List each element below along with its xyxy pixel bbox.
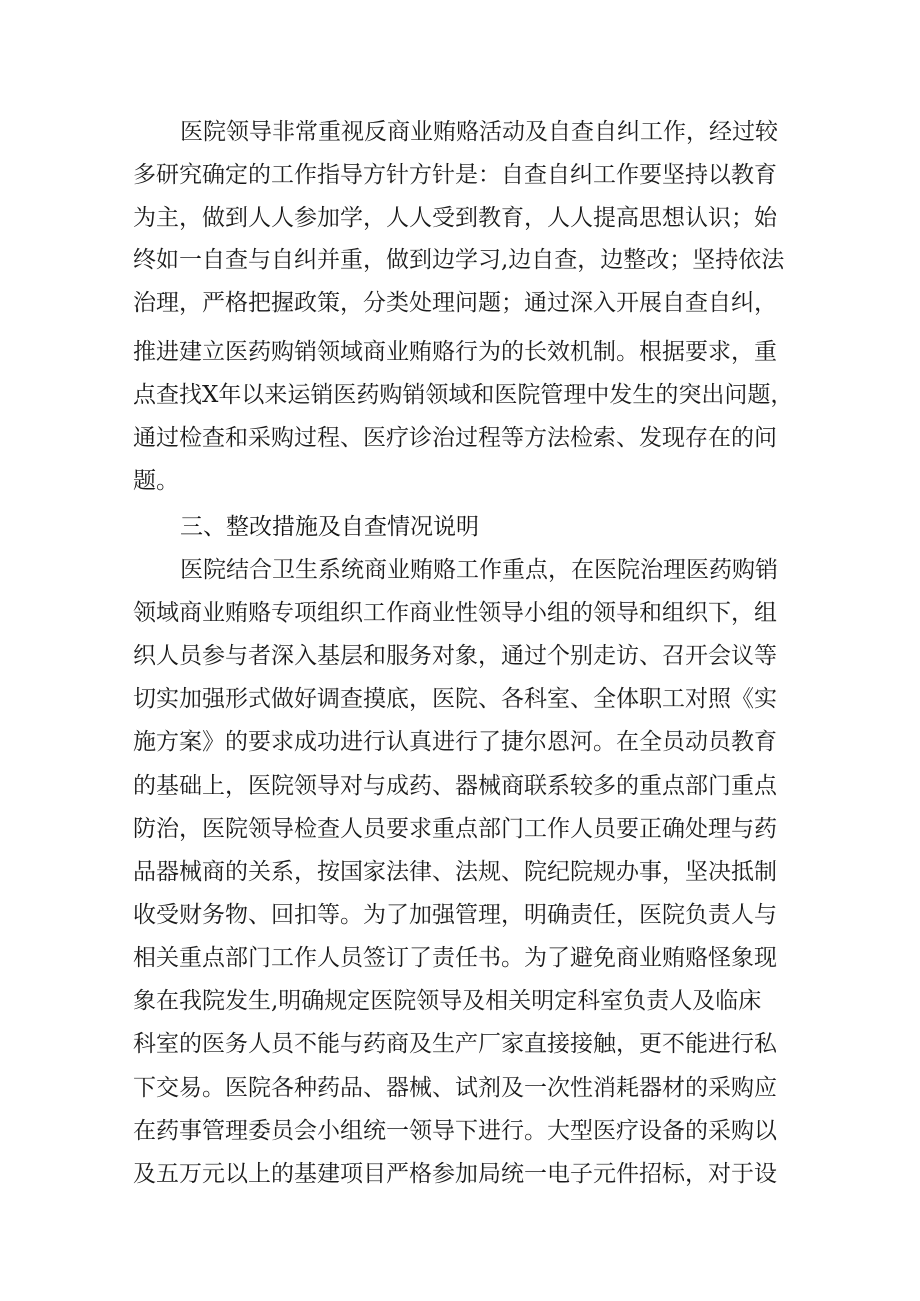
- paragraph-line: 织人员参与者深入基层和服务对象，通过个别走访、召开会议等: [133, 643, 777, 669]
- paragraph-line: 相关重点部门工作人员签订了责任书。为了避免商业贿赂怪象现: [133, 945, 777, 971]
- paragraph-line: 收受财务物、回扣等。为了加强管理，明确责任，医院负责人与: [133, 902, 777, 928]
- paragraph-line: 点查找X年以来运销医药购销领域和医院管理中发生的突出问题，: [133, 382, 794, 408]
- paragraph-line: 终如一自查与自纠并重，做到边学习,边自查，边整改；坚持依法: [133, 247, 785, 273]
- paragraph-line: 切实加强形式做好调查摸底，医院、各科室、全体职工对照《实: [133, 686, 777, 712]
- paragraph-line: 为主，做到人人参加学，人人受到教育，人人提高思想认识；始: [133, 205, 777, 231]
- paragraph-line: 推进建立医药购销领域商业贿赂行为的长效机制。根据要求，重: [133, 339, 777, 365]
- paragraph-line: 施方案》的要求成功进行认真进行了捷尔恩河。在全员动员教育: [133, 729, 777, 755]
- paragraph-line: 防治，医院领导检查人员要求重点部门工作人员要正确处理与药: [133, 816, 777, 842]
- paragraph-line: 治理，严格把握政策，分类处理问题；通过深入开展自查自纠，: [133, 290, 777, 316]
- paragraph-line: 领域商业贿赂专项组织工作商业性领导小组的领导和组织下，组: [133, 600, 777, 626]
- paragraph-line: 及五万元以上的基建项目严格参加局统一电子元件招标，对于设: [133, 1161, 777, 1187]
- paragraph-line: 下交易。医院各种药品、器械、试剂及一次性消耗器材的采购应: [133, 1075, 777, 1101]
- paragraph-line: 医院领导非常重视反商业贿赂活动及自查自纠工作，经过较: [180, 119, 778, 145]
- paragraph-line: 在药事管理委员会小组统一领导下进行。大型医疗设备的采购以: [133, 1118, 777, 1144]
- paragraph-line: 题。: [133, 468, 179, 494]
- paragraph-line: 科室的医务人员不能与药商及生产厂家直接接触，更不能进行私: [133, 1031, 777, 1057]
- paragraph-line: 多研究确定的工作指导方针方针是：自查自纠工作要坚持以教育: [133, 162, 777, 188]
- paragraph-line: 品器械商的关系，按国家法律、法规、院纪院规办事，坚决抵制: [133, 859, 777, 885]
- paragraph-line: 象在我院发生,明确规定医院领导及相关明定科室负责人及临床: [133, 988, 762, 1014]
- section-heading: 三、整改措施及自查情况说明: [180, 514, 479, 540]
- paragraph-line: 医院结合卫生系统商业贿赂工作重点，在医院治理医药购销: [180, 557, 778, 583]
- paragraph-line: 通过检查和采购过程、医疗诊治过程等方法检索、发现存在的问: [133, 425, 777, 451]
- paragraph-line: 的基础上，医院领导对与成药、器械商联系较多的重点部门重点: [133, 773, 777, 799]
